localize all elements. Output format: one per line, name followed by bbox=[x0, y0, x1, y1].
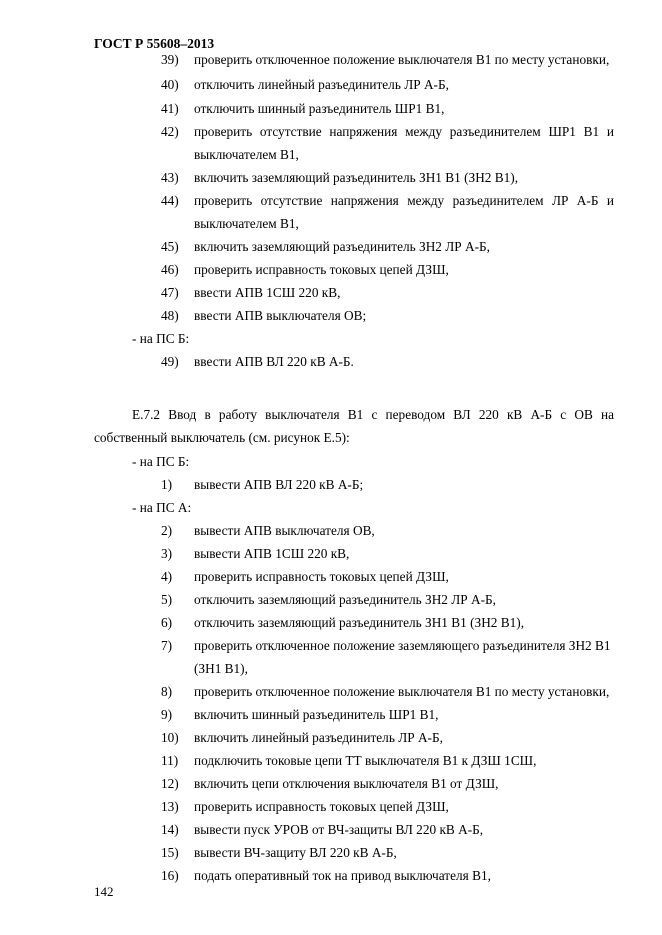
item-number: 43) bbox=[161, 170, 179, 185]
item-number: 40) bbox=[161, 77, 179, 92]
item-number: 3) bbox=[161, 546, 173, 561]
item-number: 47) bbox=[161, 285, 179, 300]
item-text: проверить отсутствие напряжения между разъединителем ЛР А-Б и bbox=[194, 193, 614, 208]
item-text: вывести пуск УРОВ от ВЧ-защиты ВЛ 220 кВ А-Б, bbox=[194, 822, 484, 837]
item-number: 49) bbox=[161, 354, 179, 369]
document-header: ГОСТ Р 55608–2013 bbox=[94, 36, 215, 51]
item-text: вывести АПВ ВЛ 220 кВ А-Б; bbox=[194, 477, 364, 492]
item-text: ввести АПВ ВЛ 220 кВ А-Б. bbox=[194, 354, 354, 369]
item-number: 11) bbox=[161, 753, 179, 768]
item-text: включить шинный разъединитель ШР1 В1, bbox=[194, 707, 439, 722]
item-text: вывести ВЧ-защиту ВЛ 220 кВ А-Б, bbox=[194, 845, 397, 860]
item-text: включить заземляющий разъединитель ЗН2 ЛР А-Б, bbox=[194, 239, 490, 254]
item-text: подать оперативный ток на привод выключателя В1, bbox=[194, 868, 491, 883]
item-text: проверить исправность токовых цепей ДЗШ, bbox=[194, 569, 449, 584]
item-text: включить линейный разъединитель ЛР А-Б, bbox=[194, 730, 443, 745]
item-text: проверить отсутствие напряжения между разъединителем ШР1 В1 и bbox=[194, 124, 614, 139]
item-number: 12) bbox=[161, 776, 179, 791]
item-number: 15) bbox=[161, 845, 179, 860]
item-text: отключить заземляющий разъединитель ЗН1 В1 (ЗН2 В1), bbox=[194, 615, 525, 630]
item-number: 4) bbox=[161, 569, 173, 584]
item-number: 6) bbox=[161, 615, 173, 630]
item-text: проверить отключенное положение выключателя В1 по месту установки, bbox=[194, 52, 610, 67]
item-text: включить заземляющий разъединитель ЗН1 В1 (ЗН2 В1), bbox=[194, 170, 519, 185]
item-text: ввести АПВ выключателя ОВ; bbox=[194, 308, 367, 323]
item-text-continuation: выключателем В1, bbox=[194, 216, 299, 231]
item-number: 44) bbox=[161, 193, 179, 208]
item-number: 48) bbox=[161, 308, 179, 323]
item-number: 8) bbox=[161, 684, 173, 699]
item-number: 16) bbox=[161, 868, 179, 883]
item-text: проверить исправность токовых цепей ДЗШ, bbox=[194, 262, 449, 277]
item-text: ввести АПВ 1СШ 220 кВ, bbox=[194, 285, 341, 300]
item-number: 14) bbox=[161, 822, 179, 837]
item-text: проверить отключенное положение выключателя В1 по месту установки, bbox=[194, 684, 610, 699]
item-number: 39) bbox=[161, 52, 179, 67]
item-number: 10) bbox=[161, 730, 179, 745]
item-number: 9) bbox=[161, 707, 173, 722]
item-text: проверить исправность токовых цепей ДЗШ, bbox=[194, 799, 449, 814]
item-text: отключить линейный разъединитель ЛР А-Б, bbox=[194, 77, 449, 92]
item-text: вывести АПВ 1СШ 220 кВ, bbox=[194, 546, 350, 561]
page-number: 142 bbox=[94, 884, 114, 899]
item-text: отключить шинный разъединитель ШР1 В1, bbox=[194, 101, 445, 116]
item-text: вывести АПВ выключателя ОВ, bbox=[194, 523, 375, 538]
item-text-continuation: выключателем В1, bbox=[194, 147, 299, 162]
paragraph-first-line: Е.7.2 Ввод в работу выключателя В1 с переводом ВЛ 220 кВ А-Б с ОВ на bbox=[132, 407, 614, 422]
item-number: 45) bbox=[161, 239, 179, 254]
item-number: 2) bbox=[161, 523, 173, 538]
paragraph-second-line: собственный выключатель (см. рисунок Е.5): bbox=[94, 430, 350, 445]
item-number: 13) bbox=[161, 799, 179, 814]
item-text: подключить токовые цепи ТТ выключателя В1 к ДЗШ 1СШ, bbox=[194, 753, 537, 768]
item-number: 7) bbox=[161, 638, 173, 653]
item-text-continuation: (ЗН1 В1), bbox=[194, 661, 248, 676]
item-text: отключить заземляющий разъединитель ЗН2 ЛР А-Б, bbox=[194, 592, 497, 607]
item-number: 46) bbox=[161, 262, 179, 277]
item-text: проверить отключенное положение заземляющего разъединителя ЗН2 В1 bbox=[194, 638, 611, 653]
item-number: 41) bbox=[161, 101, 179, 116]
item-number: 42) bbox=[161, 124, 179, 139]
item-text: включить цепи отключения выключателя В1 от ДЗШ, bbox=[194, 776, 499, 791]
item-number: 1) bbox=[161, 477, 173, 492]
item-number: 5) bbox=[161, 592, 173, 607]
